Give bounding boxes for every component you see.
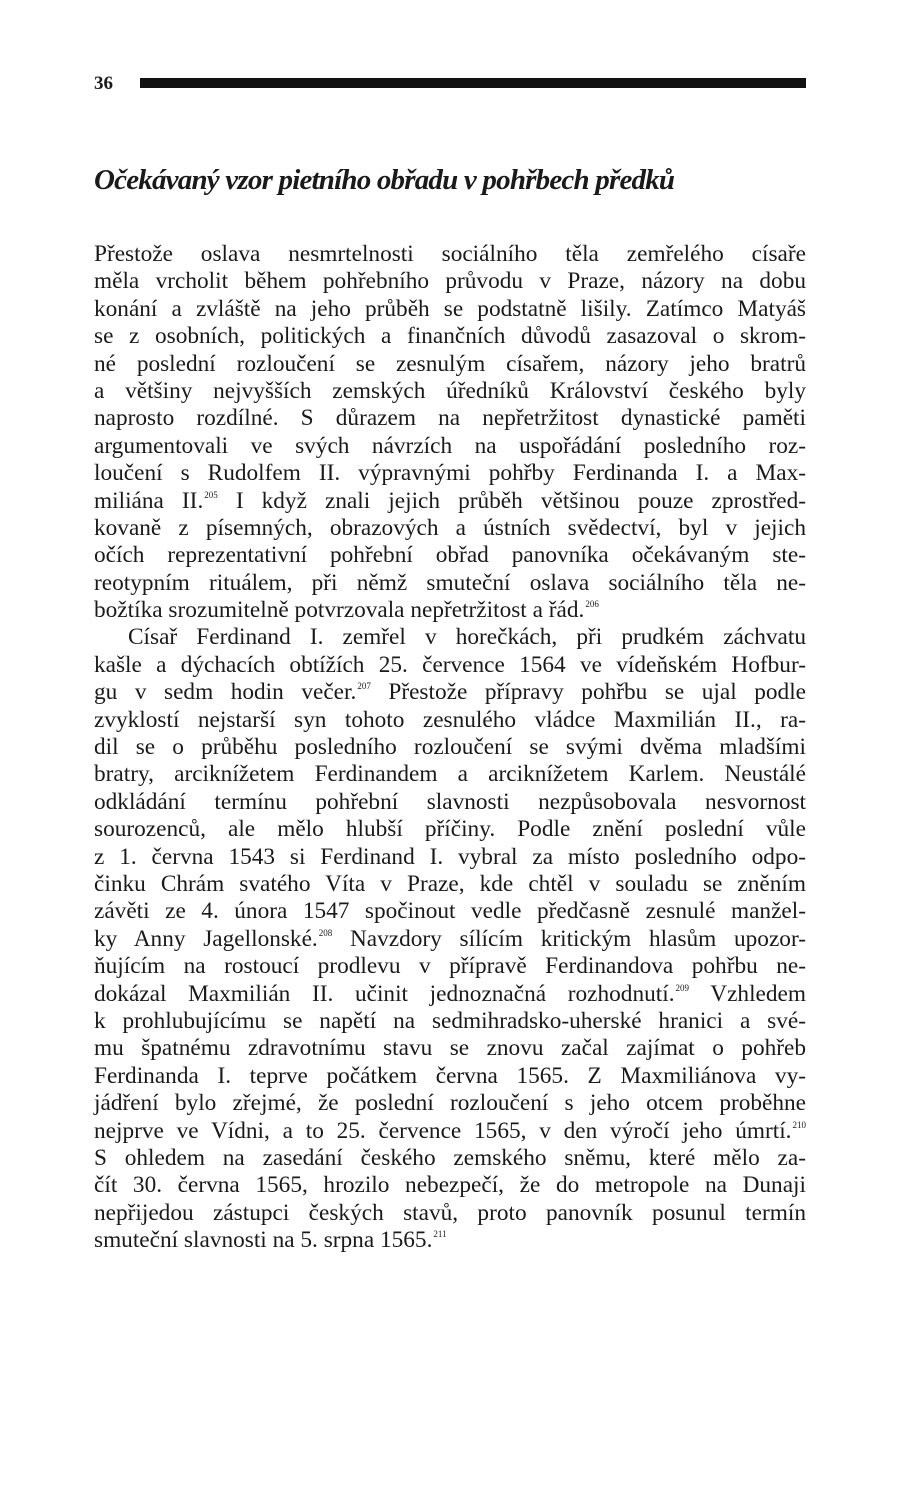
text-line — [94, 323, 806, 350]
line-text: činku Chrám svatého Víta v Praze, kde chtěl v souladu se zněním — [94, 870, 806, 897]
text-line — [94, 926, 806, 953]
running-header — [94, 70, 806, 98]
paragraph — [94, 624, 806, 1254]
line-text: miliána II. — [94, 487, 204, 514]
text-line — [94, 1172, 806, 1199]
line-text: naprosto rozdílné. S důrazem na nepřetržitost dynastické paměti — [94, 405, 806, 432]
line-text: loučení s Rudolfem II. výpravnými pohřby Ferdinanda I. a Max- — [94, 460, 806, 487]
text-line — [94, 734, 806, 761]
text-line — [94, 597, 806, 624]
line-text: nepřijedou zástupci českých stavů, proto panovník posunul termín — [94, 1199, 806, 1226]
text-line — [94, 542, 806, 569]
text-line — [94, 1227, 806, 1254]
text-line — [94, 1118, 806, 1145]
line-text: se z osobních, politických a finančních důvodů zasazoval o skrom- — [94, 323, 806, 350]
text-line — [94, 1063, 806, 1090]
line-text: bratry, arciknížetem Ferdinandem a arciknížetem Karlem. Neustálé — [94, 761, 806, 788]
line-text: smuteční slavnosti na 5. srpna 1565. — [94, 1227, 433, 1254]
line-text: k prohlubujícímu se napětí na sedmihradsko-uherské hranici a své- — [94, 1007, 806, 1034]
line-text: Navzdory sílícím kritickým hlasům upozor- — [332, 925, 806, 952]
text-line — [94, 570, 806, 597]
line-text: kovaně z písemných, obrazových a ústních svědectví, byl v jejich — [94, 514, 806, 541]
line-text: S ohledem na zasedání českého zemského sněmu, které mělo za- — [94, 1144, 806, 1171]
text-line — [94, 652, 806, 679]
page-number: 36 — [94, 73, 113, 94]
text-line — [94, 433, 806, 460]
text-line — [94, 1035, 806, 1062]
text-line — [94, 953, 806, 980]
text-line — [94, 241, 806, 268]
line-text: gu v sedm hodin večer. — [94, 679, 357, 706]
footnote-reference: 208 — [318, 927, 333, 938]
line-text: né poslední rozloučení se zesnulým císařem, názory jeho bratrů — [94, 350, 806, 377]
line-text: měla vrcholit během pohřebního průvodu v Praze, názory na dobu — [94, 268, 806, 295]
line-text: z 1. června 1543 si Ferdinand I. vybral za místo posledního odpo- — [94, 843, 806, 870]
paragraph — [94, 241, 806, 624]
line-text: dil se o průběhu posledního rozloučení se svými dvěma mladšími — [94, 734, 806, 761]
text-line — [94, 460, 806, 487]
line-text: závěti ze 4. února 1547 spočinout vedle předčasně zesnulé manžel- — [94, 898, 806, 925]
line-text: očích reprezentativní pohřební obřad panovníka očekávaným ste- — [94, 542, 806, 569]
text-line — [94, 268, 806, 295]
text-line — [94, 1008, 806, 1035]
text-line — [94, 844, 806, 871]
text-line — [94, 761, 806, 788]
text-line — [94, 707, 806, 734]
footnote-reference: 205 — [204, 489, 218, 500]
line-text: Ferdinanda I. teprve počátkem června 1565. Z Maxmiliánova vy- — [94, 1062, 806, 1089]
text-line — [94, 515, 806, 542]
line-text: jádření bylo zřejmé, že poslední rozloučení s jeho otcem proběhne — [94, 1090, 806, 1117]
line-text: ňujícím na rostoucí prodlevu v přípravě Ferdinandova pohřbu ne- — [94, 953, 806, 980]
text-line — [94, 981, 806, 1008]
footnote-reference: 207 — [357, 681, 371, 692]
line-text: sourozenců, ale mělo hlubší příčiny. Podle znění poslední vůle — [94, 816, 806, 843]
line-text: božtíka srozumitelně potvrzovala nepřetržitost a řád. — [94, 597, 585, 624]
line-text: dokázal Maxmilián II. učinit jednoznačná rozhodnutí. — [94, 980, 675, 1007]
line-text: ky Anny Jagellonské. — [94, 925, 318, 952]
text-line — [94, 871, 806, 898]
text-line — [94, 378, 806, 405]
line-text: odkládání termínu pohřební slavnosti nezpůsobovala nesvornost — [94, 788, 806, 815]
footnote-reference: 206 — [585, 599, 599, 610]
text-line — [94, 679, 806, 706]
line-text: Vzhledem — [689, 980, 806, 1007]
footnote-reference: 209 — [675, 982, 690, 993]
line-text: zvyklostí nejstarší syn tohoto zesnulého vládce Maxmilián II., ra- — [94, 706, 806, 733]
line-text: reotypním rituálem, při němž smuteční oslava sociálního těla ne- — [94, 569, 806, 596]
body-text — [94, 241, 806, 1254]
line-text: Císař Ferdinand I. zemřel v horečkách, při prudkém záchvatu — [128, 624, 806, 651]
line-text: a většiny nejvyšších zemských úředníků Království českého byly — [94, 377, 806, 404]
footnote-reference: 211 — [433, 1229, 447, 1240]
text-line — [94, 1145, 806, 1172]
text-line — [94, 296, 806, 323]
text-line — [94, 789, 806, 816]
text-line — [94, 1200, 806, 1227]
line-text: konání a zvláště na jeho průběh se podstatně lišily. Zatímco Matyáš — [94, 295, 806, 322]
text-line — [94, 1090, 806, 1117]
line-text: I když znali jejich průběh většinou pouze zprostřed- — [217, 487, 806, 514]
text-line — [94, 624, 806, 651]
line-text: mu špatnému zdravotnímu stavu se znovu začal zajímat o pohřeb — [94, 1035, 806, 1062]
line-text: Přestože oslava nesmrtelnosti sociálního těla zemřelého císaře — [94, 241, 806, 267]
text-line — [94, 816, 806, 843]
line-text: nejprve ve Vídni, a to 25. července 1565, v den výročí jeho úmrtí. — [94, 1117, 792, 1144]
text-line — [94, 898, 806, 925]
text-line — [94, 405, 806, 432]
header-rule — [140, 78, 806, 88]
line-text: kašle a dýchacích obtížích 25. července 1564 ve vídeňském Hofbur- — [94, 651, 806, 678]
line-text: čít 30. června 1565, hrozilo nebezpečí, že do metropole na Dunaji — [94, 1172, 806, 1199]
text-line — [94, 351, 806, 378]
text-line — [94, 488, 806, 515]
footnote-reference: 210 — [792, 1119, 806, 1130]
section-heading: Očekávaný vzor pietního obřadu v pohřbech předků — [94, 164, 675, 196]
line-text: Přestože přípravy pohřbu se ujal podle — [370, 679, 807, 706]
line-text: argumentovali ve svých návrzích na uspořádání posledního roz- — [94, 432, 806, 459]
